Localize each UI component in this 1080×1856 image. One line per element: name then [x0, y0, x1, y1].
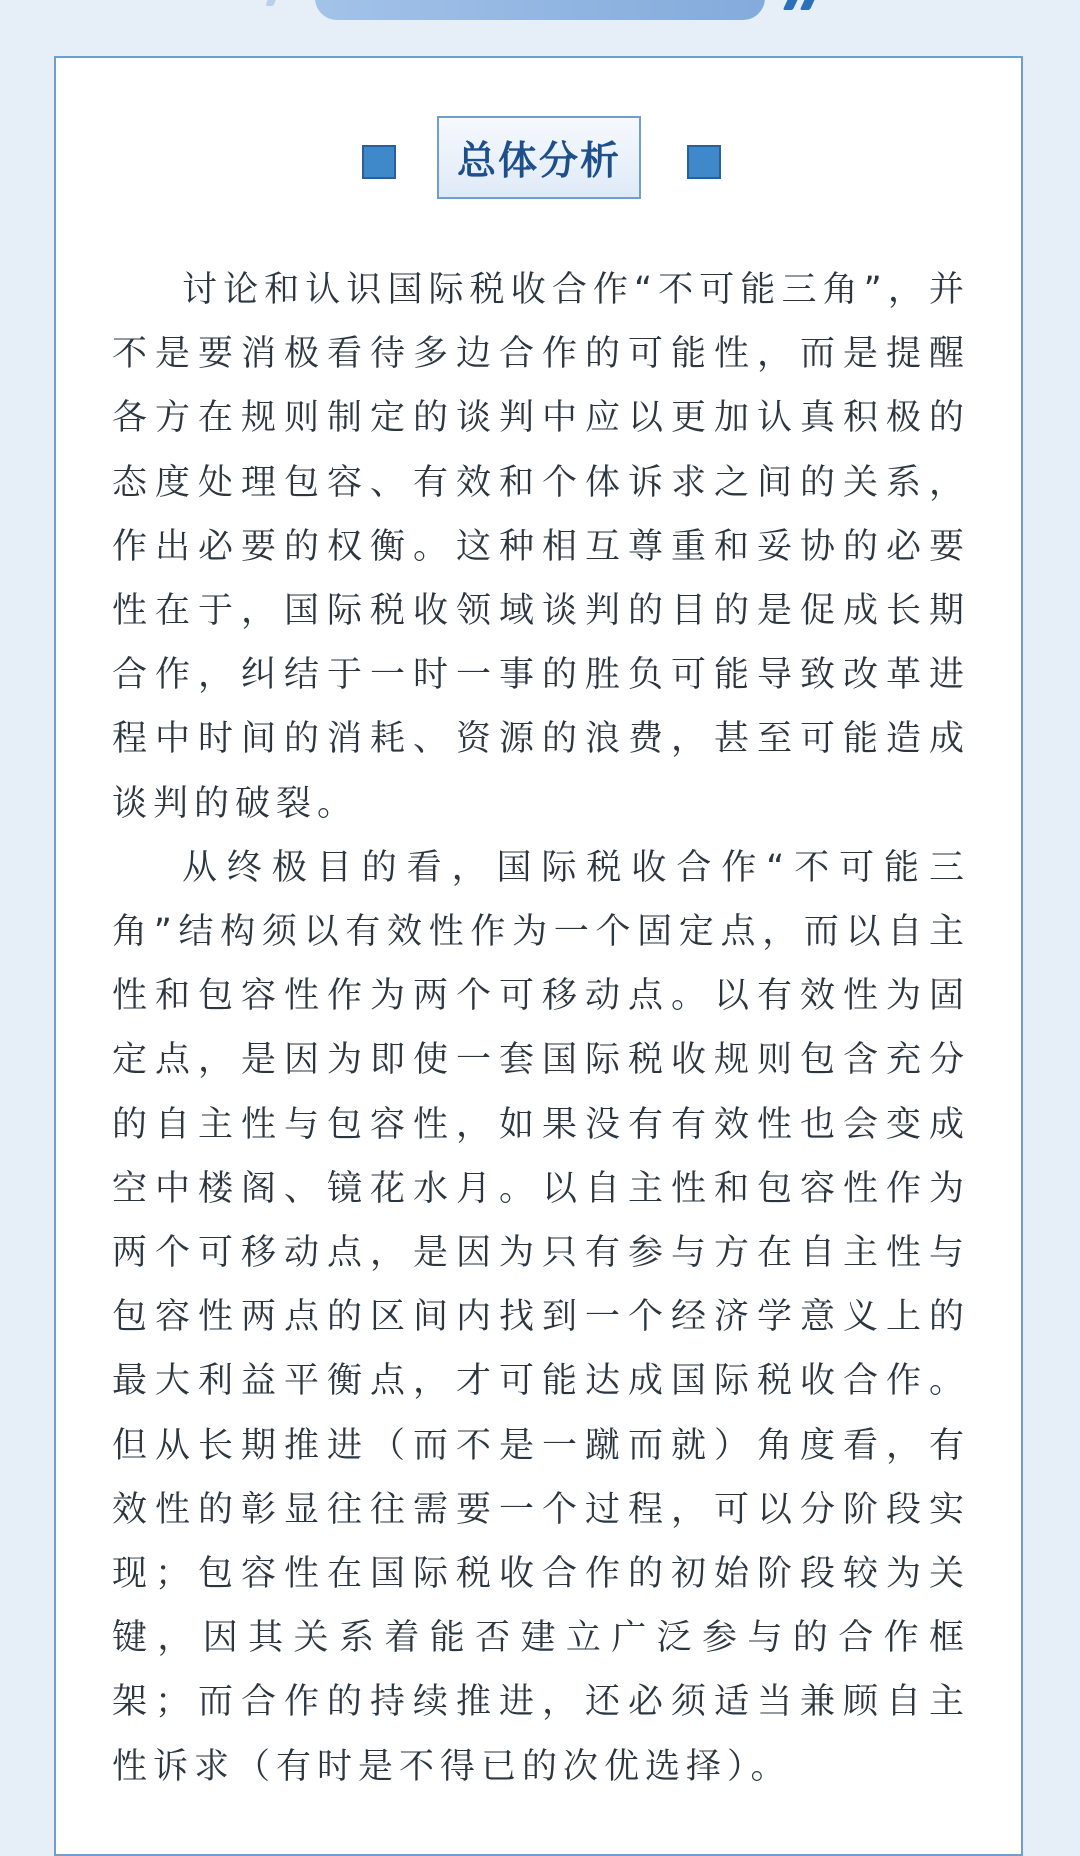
- section-heading-box: [437, 116, 641, 199]
- paragraph-1: 讨论和认识国际税收合作“不可能三角”，并不是要消极看待多边合作的可能性，而是提醒各方在规则制定的谈判中应以更加认真积极的态度处理包容、有效和个体诉求之间的关系，作出必要的权衡。这种相互尊重和妥协的必要性在于，国际税收领域谈判的目的是促成长期合作，纠结于一时一事的胜负可能导致改革进程中时间的消耗、资源的浪费，甚至可能造成谈判的破裂。: [112, 270, 970, 824]
- heading-right-square: [687, 145, 721, 179]
- top-slash-decoration: [800, 0, 818, 10]
- paragraph-2: 从终极目的看，国际税收合作“不可能三角”结构须以有效性作为一个固定点，而以自主性和包容性作为两个可移动点。以有效性为固定点，是因为即使一套国际税收规则包含充分的自主性与包容性，如果没有有效性也会变成空中楼阁、镜花水月。以自主性和包容性作为两个可移动点，是因为只有参与方在自主性与包容性两点的区间内找到一个经济学意义上的最大利益平衡点，才可能达成国际税收合作。但从长期推进（而不是一蹴而就）角度看，有效性的彰显往往需要一个过程，可以分阶段实现；包容性在国际税收合作的初始阶段较为关键，因其关系着能否建立广泛参与的合作框架；而合作的持续推进，还必须适当兼顾自主性诉求（有时是不得已的次优选择）。: [112, 847, 970, 1787]
- top-decoration-mark: [265, 0, 278, 6]
- section-heading: 总体分析: [456, 138, 621, 184]
- heading-left-square: [362, 145, 396, 179]
- top-slash-decoration: [783, 0, 801, 10]
- article-body: [112, 258, 970, 1799]
- top-banner: [315, 0, 765, 20]
